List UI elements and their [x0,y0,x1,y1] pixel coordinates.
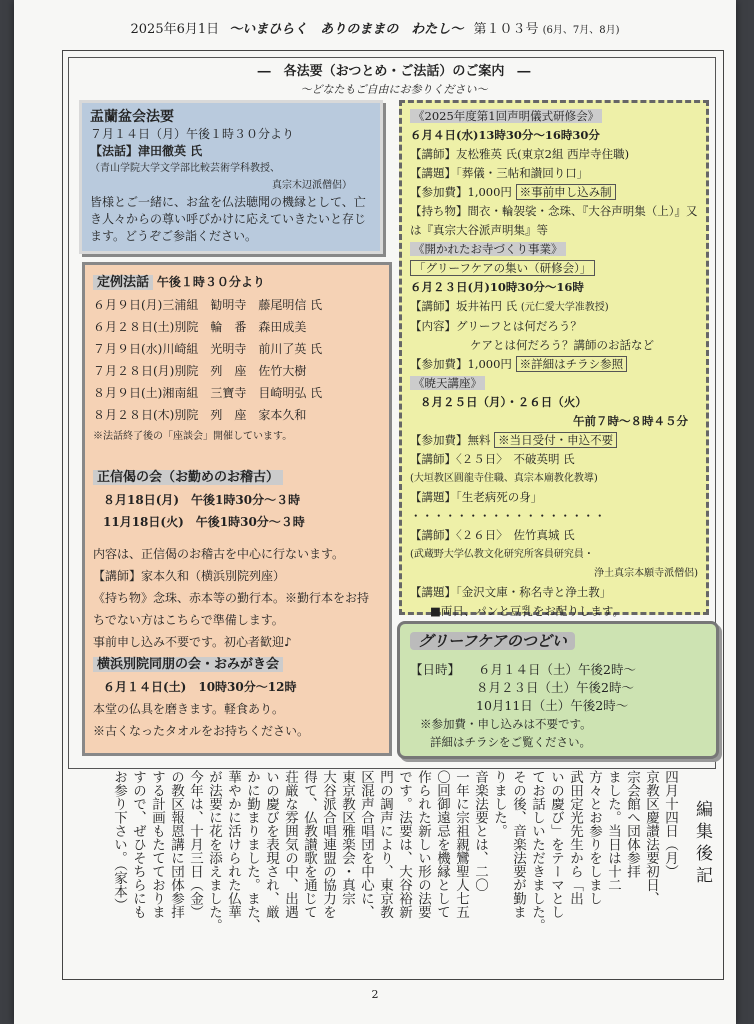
editor-col: 得て、仏教讃歌を通じて [301,770,317,919]
grief-care-date: ８月２３日（土）午後2時～ [476,680,634,695]
page-number: 2 [371,988,379,1001]
issue-months: (6月、7月、8月) [542,25,620,36]
teirei-row: ７月９日(水)川崎組 光明寺 前川了英 氏 [93,342,323,356]
shoshinge-body: 内容は、正信偈のお稽古を中心に行ないます。 [93,547,345,561]
editor-text [108,770,678,970]
gyoten-topic-25: 【講題】「生老病死の身」 [410,490,543,504]
gyoten-fee: 【参加費】無料 [410,433,491,447]
shoshinge-lecturer: 【講師】家本久和（横浜別院列座） [93,569,286,583]
teirei-time: 午後１時３０分より [156,275,265,289]
section-banner: ― 各法要（おつとめ・ご法話）のご案内 ― [257,64,531,79]
editor-col: 東京教区雅楽会・真宗 [339,770,355,905]
editor-col: 音楽法要とは、二〇 [472,770,488,892]
teirei-row: ８月２８日(木)別院 列 座 家本久和 [93,408,307,422]
grief-care-title: グリーフケアのつどい [410,632,575,650]
teirei-title: 定例法話 [93,275,153,290]
editor-col: 華やかに活けられた仏華 [225,770,241,919]
shomyo-items: 【持ち物】間衣・輪袈裟・念珠、『大谷声明集（上）』又は『真宗大谷派声明集』等 [410,204,698,237]
gyoten-lecturer-26-aff-2: 浄土真宗本願寺派僧侶) [594,568,698,579]
editor-col: かに勤まりました。また、 [244,770,260,932]
editor-col: 今年は、十月三日（金） [187,770,203,919]
teirei-row: ８月９日(土)湘南組 三寶寺 目崎明弘 氏 [93,386,323,400]
yokohama-date: ６月１４日(土) 10時30分～12時 [103,680,297,694]
shoshinge-date: ８月18日(月) 午後1時30分～３時 [103,493,301,507]
editor-col: りました。 [491,770,507,838]
grief-care-note-2: 詳細はチラシをご覧ください。 [430,735,591,749]
editor-col: 武田定光先生から「出 [567,770,583,905]
gyoten-time: 午前７時～８時４５分 [573,414,688,428]
shomyo-date: ６月４日(水)13時30分～16時30分 [410,128,600,142]
gyoten-fee-note: ※当日受付・申込不要 [494,432,617,448]
shoshinge-items: 《持ち物》念珠、赤本等の勤行本。※勤行本をお持ちでない方はこちらで準備します。 [93,591,370,627]
editor-col: 京教区慶讃法要初日、 [643,770,659,905]
shoshinge-date: 11月18日(火) 午後1時30分～３時 [103,515,305,529]
grief-meeting-date: ６月２３日(月)10時30分～16時 [410,280,584,294]
gyoten-lecturer-26-aff: (武蔵野大学仏教文化研究所客員研究員・ [410,549,594,560]
shomyo-box [399,100,709,618]
gyoten-date: ８月２５日（月）・２６日（火） [420,395,587,409]
editor-col: 〇回御遠忌を機縁として [434,770,450,919]
editor-col: いの慶びを表現され、厳 [263,770,279,919]
gyoten-lecturer-25: 【講師】〈２５日〉 不破英明 氏 [410,452,575,466]
grief-meeting-lecturer-aff: (元仁愛大学准教授) [520,302,609,313]
urabon-box [79,100,383,254]
editor-col: 作られた新しい形の法要 [415,770,431,919]
open-temple-title: 《開かれたお寺づくり事業》 [410,242,566,256]
gyoten-bread-note: ■両日、パンと豆乳をお配りします。 [430,604,624,618]
urabon-title: 盂蘭盆会法要 [90,109,174,125]
editor-col: 区混声合唱団を中心に、 [358,770,374,919]
yokohama-note: ※古くなったタオルをお持ちください。 [93,724,310,738]
shoshinge-note: 事前申し込み不要です。初心者歓迎♪ [93,635,292,649]
editor-heading: 編集後記 [692,800,712,888]
teirei-row: ７月２８日(月)別院 列 座 佐竹大樹 [93,364,307,378]
grief-care-note: ※参加費・申し込みは不要です。 [420,717,592,731]
editor-col: です。法要は、大谷裕新 [396,770,412,919]
gyoten-lecturer-25-aff: (大垣教区圓龍寺住職、真宗本廟教化教導) [410,473,598,484]
section-subbanner: ～どなたもご自由にお参りください～ [300,83,488,96]
grief-care-date: ６月１４日（土）午後2時～ [478,662,636,677]
gyoten-lecturer-26: 【講師】〈２６日〉 佐竹真城 氏 [410,528,575,542]
shomyo-fee-note: ※事前申し込み制 [516,184,616,200]
grief-meeting-lecturer: 【講師】坂井祐円 氏 [410,299,518,313]
teirei-note: ※法話終了後の「座談会」開催しています。 [93,431,293,442]
issue-date: 2025年6月1日 [130,22,220,37]
urabon-affiliation-2: 真宗木辺派僧侶） [272,180,352,191]
grief-care-box [397,621,719,759]
editor-col: 荘厳な雰囲気の中、出遇 [282,770,298,919]
page-header [14,18,736,37]
editor-col: お参り下さい。（家本） [111,770,127,912]
editor-col: が法要に花を添えました。 [206,770,222,932]
shomyo-topic: 【講題】「葬儀・三帖和讃回り口」 [410,166,589,180]
urabon-affiliation: （青山学院大学文学部比較芸術学科教授、 [90,163,280,174]
yokohama-body: 本堂の仏具を磨きます。軽食あり。 [93,702,285,716]
grief-meeting-title: 「グリーフケアの集い（研修会）」 [410,260,595,276]
newsletter-page [14,0,736,1024]
shoshinge-title: 正信偈の会（お勤めのお稽古） [93,470,283,485]
teirei-box [82,262,392,756]
grief-meeting-content-2: ケアとは何だろう？講師のお話など [470,338,654,352]
grief-care-date: 10月11日（土）午後2時～ [476,698,629,713]
newsletter-title: ～いまひらく ありのままの わたし～ [229,22,464,37]
editor-col: 一年に宗祖親鸞聖人七五 [453,770,469,919]
yokohama-title: 横浜別院同朋の会・おみがき会 [93,657,283,672]
editor-col: てお話しいただきました。 [529,770,545,932]
issue-number: 第１０３号 [473,22,539,37]
urabon-speaker: 【法話】津田徹英 氏 [90,144,203,158]
editor-col: すので、ぜひそちらにも [130,770,146,919]
dotted-divider: ・・・・・・・・・・・・・・・・・ [410,509,606,523]
editor-col: の教区報恩講に団体参拝 [168,770,184,919]
editor-col: その後、音楽法要が勤ま [510,770,526,919]
grief-care-label: 【日時】 [410,662,461,677]
teirei-row: ６月９日(月)三浦組 勧明寺 藤尾明信 氏 [93,298,323,312]
editor-col: 四月十四日（月） [662,770,678,878]
grief-meeting-content: 【内容】グリーフとは何だろう？ [410,319,582,333]
shomyo-fee: 【参加費】1,000円 [410,185,512,199]
editor-col: 門の調声により、東京教 [377,770,393,919]
teirei-row: ６月２８日(土)別院 輪 番 森田成美 [93,320,307,334]
editor-col: いの慶び」をテーマとし [548,770,564,919]
urabon-time: ７月１４日（月）午後１時３０分より [90,127,295,141]
editor-col: する計画もたてておりま [149,770,165,919]
editor-col: 大谷派合唱連盟の協力を [320,770,336,919]
editor-col: 宗会館へ団体参拝 [624,770,640,878]
gyoten-topic-26: 【講題】「金沢文庫・称名寺と浄土教」 [410,585,612,599]
shomyo-title: 《2025年度第1回声明儀式研修会》 [410,109,602,123]
urabon-body: 皆様とご一緒に、お盆を仏法聴聞の機縁として、亡き人々からの尊い呼びかけに応えていきたいと存じます。どうぞご参詣ください。 [90,195,367,243]
editor-col: 方々とお参りをしまし [586,770,602,905]
gyoten-title: 《暁天講座》 [410,376,485,390]
shomyo-lecturer: 【講師】友松雅英 氏(東京2組 西岸寺住職) [410,147,630,161]
grief-meeting-fee-note: ※詳細はチラシ参照 [516,356,628,372]
editor-col: ました。当日は十二 [605,770,621,892]
grief-meeting-fee: 【参加費】1,000円 [410,357,512,371]
